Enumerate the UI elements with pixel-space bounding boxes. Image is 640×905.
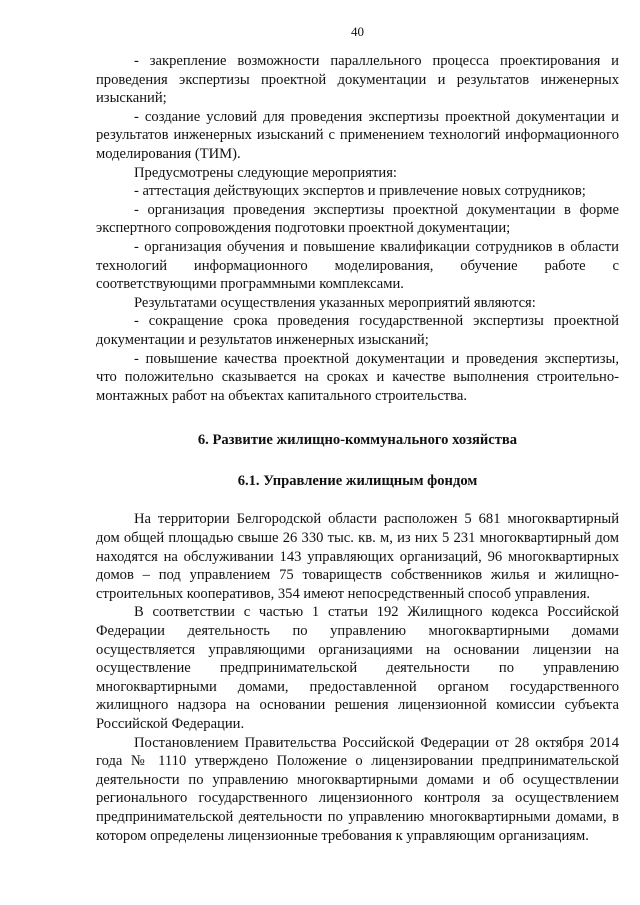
paragraph: - создание условий для проведения экспертизы проектной документации и результатов инженерных изысканий с применением технологий информационного моделирования (ТИМ). <box>96 108 619 162</box>
paragraph: - организация проведения экспертизы проектной документации в форме экспертного сопровождения подготовки проектной документации; <box>96 201 619 237</box>
paragraph: - организация обучения и повышение квалификации сотрудников в области технологий информационного моделирования, обучение работе с соответствующими программными комплексами. <box>96 238 619 293</box>
paragraph: Предусмотрены следующие мероприятия: <box>134 164 397 181</box>
paragraph: - повышение качества проектной документации и проведения экспертизы, что положительно сказывается на сроках и качестве выполнения строительно-монтажных работ на объектах капитального строительства. <box>96 350 619 404</box>
paragraph: На территории Белгородской области расположен 5 681 многоквартирный дом общей площадью свыше 26 330 тыс. кв. м, из них 5 231 многоквартирный дом находятся на обслуживании 143 управляющих организаций, 96 многоквартирных домов – под управлением 75 товариществ собственников жилья и жилищно-строительных кооперативов, 354 имеют непосредственный способ управления. <box>96 511 619 602</box>
paragraph: Постановлением Правительства Российской Федерации от 28 октября 2014 года № 1110 утверждено Положение о лицензировании предпринимательской деятельности по управлению многоквартирными домами и об осуществлении регионального государственного лицензионного контроля за осуществлением предпринимательской деятельности по управлению многоквартирными домами, в котором определены лицензионные требования к управляющим организациям. <box>96 734 619 844</box>
section-heading: 6. Развитие жилищно-коммунального хозяйства <box>197 432 518 449</box>
paragraph: - аттестация действующих экспертов и привлечение новых сотрудников; <box>134 183 586 200</box>
paragraph: - сокращение срока проведения государственной экспертизы проектной документации и результатов инженерных изысканий; <box>96 313 619 348</box>
paragraph: Результатами осуществления указанных мероприятий являются: <box>134 294 536 311</box>
paragraph: В соответствии с частью 1 статьи 192 Жилищного кодекса Российской Федерации деятельность по управлению многоквартирными домами осуществляется управляющими организациями на основании лицензии на осуществление предпринимательской деятельности по управлению многоквартирными домами, предоставленной органом государственного жилищного надзора на основании решения лицензионной комиссии субъекта Российской Федерации. <box>96 604 619 732</box>
page-number: 40 <box>351 24 364 39</box>
paragraph: - закрепление возможности параллельного процесса проектирования и проведения экспертизы проектной документации и результатов инженерных изысканий; <box>96 53 619 107</box>
subsection-heading: 6.1. Управление жилищным фондом <box>237 472 478 489</box>
document-page <box>96 24 619 845</box>
